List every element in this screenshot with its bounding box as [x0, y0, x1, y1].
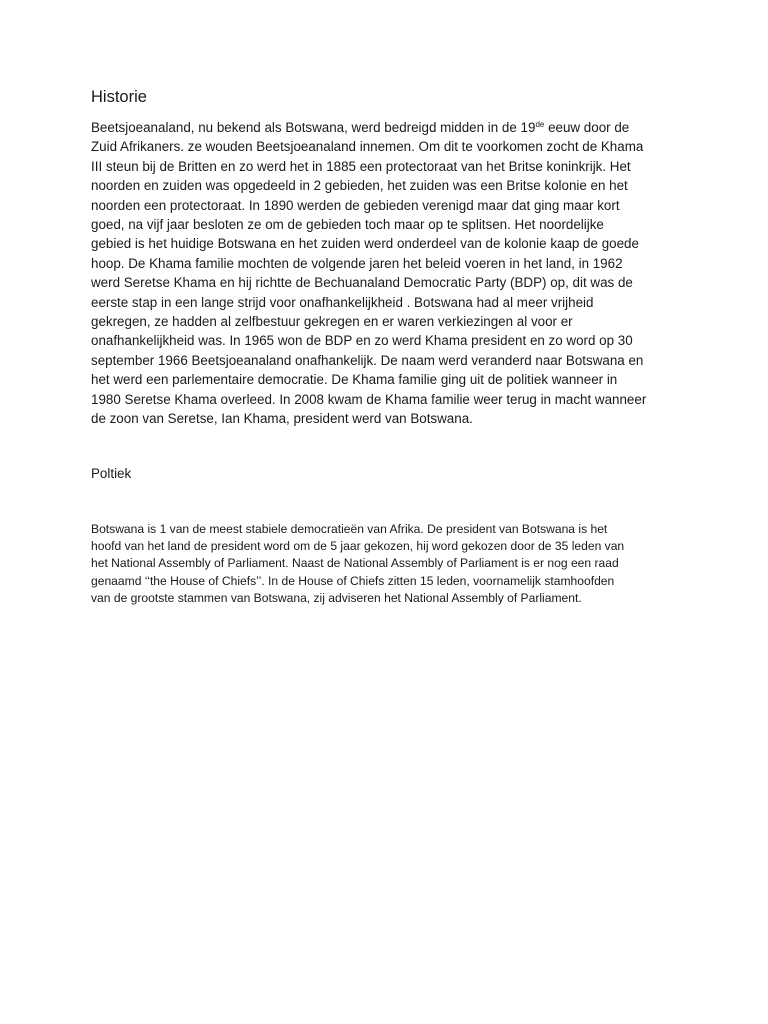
paragraph-line: noorden een protectoraat. In 1890 werden de gebieden verenigd maar dat ging maar kort	[91, 197, 620, 213]
paragraph-line: onafhankelijkheid was. In 1965 won de BDP en zo werd Khama president en zo word op 30	[91, 333, 633, 349]
paragraph-line: het National Assembly of Parliament. Naast de National Assembly of Parliament is er nog een raad	[91, 556, 619, 571]
paragraph-line: het werd een parlementaire democratie. De Khama familie ging uit de politiek wanneer in	[91, 372, 618, 388]
paragraph-line: Zuid Afrikaners. ze wouden Beetsjoeanaland innemen. Om dit te voorkomen zocht de Khama	[91, 139, 644, 155]
paragraph-line: goed, na vijf jaar besloten ze om de gebieden toch maar op te splitsen. Het noordelijke	[91, 217, 604, 233]
paragraph-line: genaamd ‘‘the House of Chiefs’’. In de House of Chiefs zitten 15 leden, voornamelijk stamhoofden	[91, 573, 615, 588]
paragraph-line: september 1966 Beetsjoeanaland onafhankelijk. De naam werd veranderd naar Botswana en	[91, 352, 644, 368]
section-heading-poltiek: Poltiek	[91, 466, 132, 481]
paragraph-line: hoop. De Khama familie mochten de volgende jaren het beleid voeren in het land, in 1962	[91, 255, 623, 271]
paragraph-line: 1980 Seretse Khama overleed. In 2008 kwam de Khama familie weer terug in macht wanneer	[91, 391, 647, 407]
paragraph-historie	[91, 118, 691, 429]
paragraph-line: van de grootste stammen van Botswana, zij adviseren het National Assembly of Parliament.	[91, 590, 582, 605]
paragraph-line: werd Seretse Khama en hij richtte de Bechuanaland Democratic Party (BDP) op, dit was de	[91, 275, 633, 291]
paragraph-poltiek	[91, 521, 691, 607]
paragraph-line: hoofd van het land de president word om de 5 jaar gekozen, hij word gekozen door de 35 leden van	[91, 539, 625, 554]
paragraph-line: Beetsjoeanaland, nu bekend als Botswana, werd bedreigd midden in de 19de eeuw door de	[91, 120, 630, 135]
paragraph-line: III steun bij de Britten en zo werd het in 1885 een protectoraat van het Britse koninkrijk. Het	[91, 158, 631, 174]
paragraph-line: eerste stap in een lange strijd voor onafhankelijkheid . Botswana had al meer vrijheid	[91, 294, 594, 310]
paragraph-line: Botswana is 1 van de meest stabiele democratieën van Afrika. De president van Botswana is het	[91, 522, 608, 536]
paragraph-line: gebied is het huidige Botswana en het zuiden werd onderdeel van de kolonie kaap de goede	[91, 236, 639, 252]
superscript-ordinal: de	[535, 120, 545, 129]
paragraph-line: gekregen, ze hadden al zelfbestuur gekregen en er waren verkiezingen al voor er	[91, 314, 573, 330]
section-heading-historie: Historie	[91, 88, 147, 106]
paragraph-line: noorden en zuiden was opgedeeld in 2 gebieden, het zuiden was een Britse kolonie en het	[91, 178, 628, 194]
paragraph-line: de zoon van Seretse, Ian Khama, president werd van Botswana.	[91, 411, 473, 427]
